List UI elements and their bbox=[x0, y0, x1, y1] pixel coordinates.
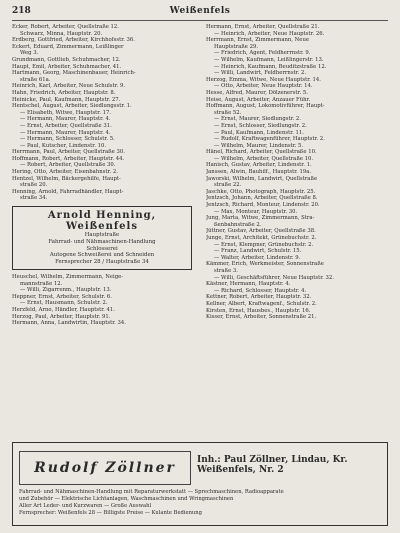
zoellner-advertisement bbox=[12, 442, 388, 526]
right-entry-list bbox=[206, 24, 386, 321]
directory-entry: Kästner, Hermann, Hauptstr. 4. bbox=[206, 281, 291, 288]
ad-lines bbox=[18, 232, 186, 266]
directory-entry: — Ernst, Maurer, Siedlungstr. 2. bbox=[214, 116, 301, 123]
directory-entry: — Franz, Landwirt, Schulstr. 15. bbox=[214, 248, 302, 255]
left-entry-list bbox=[12, 24, 192, 202]
ad-logo: Rudolf Zöllner bbox=[19, 451, 191, 485]
directory-entry: Kisser, Ernst, Arbeiter, Sonnenstraße 21. bbox=[206, 314, 317, 321]
ad-line: Fahrrad- und Nähmaschinen-Handlung bbox=[48, 238, 156, 245]
directory-entry: Hoffmann, Robert, Arbeiter, Hauptstr. 44. bbox=[12, 155, 125, 162]
directory-entry: — Rudolf, Kraftwagenführer, Hauptstr. 2. bbox=[214, 136, 325, 143]
directory-entry: — Ernst, Klempner, Grünebuchstr. 2. bbox=[214, 241, 314, 248]
directory-entry: Erdberg, Gottfried, Arbeiter, Kirchhofsstr. 36. bbox=[12, 37, 135, 44]
directory-entry: Hauptstraße 29. bbox=[214, 43, 259, 50]
directory-entry: straße 22. bbox=[214, 182, 242, 189]
directory-entry: Hermann, Ernst, Arbeiter, Quellstraße 21. bbox=[206, 24, 320, 30]
directory-entry: — Walter, Arbeiter, Lindenstr. 9. bbox=[214, 254, 301, 261]
directory-entry: — Paul, Kaufmann, Lindenstr. 11. bbox=[214, 129, 304, 136]
ad-description-line: und Zubehör — Elektrische Lichtanlagen, Waschmaschinen und Wringmaschinen bbox=[19, 496, 234, 502]
directory-entry: — Hermann, Maurer, Hauptstr. 4. bbox=[20, 129, 111, 136]
henning-advertisement bbox=[12, 206, 192, 270]
directory-entry: Herrmann, Paul, Arbeiter, Quellstraße 30. bbox=[12, 149, 125, 156]
directory-entry: Grundmann, Gottlieb, Schuhmacher, 12. bbox=[12, 56, 121, 63]
left-entry-list-continued bbox=[12, 274, 192, 327]
directory-entry: Hentzel, Wilhelm, Bäckergehilfe, Haupt- bbox=[12, 175, 121, 182]
directory-entry: Hahn, Friedrich, Arbeiter, Hauptstr. 8. bbox=[12, 89, 116, 96]
directory-entry: straße 20. bbox=[20, 182, 48, 189]
directory-entry: Jentzsch, Richard, Monteur, Lindenstr. 20. bbox=[206, 202, 320, 209]
directory-entry: Herzog, Paul, Arbeiter, Hauptstr. 91. bbox=[12, 313, 111, 320]
directory-entry: Jaworski, Wilhelm, Landwirt, Quellstraße bbox=[206, 175, 318, 182]
header-rule bbox=[12, 20, 388, 21]
directory-entry: Henning, Arnold, Fahrradhändler, Haupt- bbox=[12, 188, 124, 195]
directory-entry: Herrmann, Ernst, Zimmermann, Neue bbox=[206, 37, 309, 44]
directory-entry: — Wilhelm, Kaufmann, Leißlingerstr. 13. bbox=[214, 56, 324, 63]
directory-entry: ßenbahnstraße 2. bbox=[214, 221, 262, 228]
ad-company-name: Arnold Henning, Weißenfels bbox=[47, 210, 157, 233]
directory-entry: Hentschel, August, Arbeiter, Siedlungsstr. 1. bbox=[12, 103, 132, 110]
directory-entry: Hering, Otto, Arbeiter, Eisenbahnstr. 2. bbox=[12, 169, 118, 176]
right-column bbox=[206, 24, 386, 321]
directory-entry: Heppner, Ernst, Arbeiter, Schulstr. 6. bbox=[12, 293, 112, 300]
directory-entry: — Heinrich, Arbeiter, Neue Hauptstr. 26. bbox=[214, 30, 325, 37]
ad-address: Inh.: Paul Zöllner, Lindau, Kr. Weißenfels, Nr. 2 bbox=[197, 455, 348, 475]
ad-description bbox=[19, 489, 381, 517]
directory-entry: — Heinrich, Kaufmann, Beuditzstraße 12. bbox=[214, 63, 327, 70]
directory-entry: Hartmann, Georg, Maschinenbauer, Heinrich- bbox=[12, 70, 136, 77]
directory-entry: — Willi, Zigarrenm., Hauptstr. 13. bbox=[20, 287, 112, 294]
ad-line: Autogene Schweißerei und Schneiden bbox=[49, 252, 155, 259]
page-header bbox=[12, 6, 388, 20]
directory-entry: — Friedrich, Agent, Feldherrnstr. 9. bbox=[214, 50, 311, 57]
directory-entry: Jaschke, Otto, Photograph, Hauptstr. 25. bbox=[206, 188, 316, 195]
directory-entry: — Ernst, Schlosser, Siedlungstr. 2. bbox=[214, 122, 307, 129]
directory-entry: Hoffmann, August, Lokomotivführer, Haupt- bbox=[206, 103, 325, 110]
page-number: 218 bbox=[12, 6, 31, 16]
directory-entry: — Elisabeth, Witwe, Hauptstr. 17. bbox=[20, 109, 112, 116]
directory-entry: Kellner, Albert, Kraftwagenf., Schulstr. 2. bbox=[206, 300, 317, 307]
directory-entry: Hänel, Richard, Arbeiter, Quellstraße 10. bbox=[206, 149, 317, 156]
directory-entry: Jentzsch, Johann, Arbeiter, Quellstraße 8. bbox=[206, 195, 318, 202]
directory-entry: — Otto, Arbeiter, Neue Hauptstr. 14. bbox=[214, 83, 313, 90]
directory-entry: straße 52. bbox=[214, 109, 242, 116]
directory-entry: — Wilhelm, Arbeiter, Quellstraße 10. bbox=[214, 155, 314, 162]
directory-entry: Eckert, Eduard, Zimmermann, Leißlinger bbox=[12, 43, 124, 50]
directory-entry: — Max, Monteur, Hauptstr. 30. bbox=[214, 208, 298, 215]
directory-entry: Weg 3. bbox=[20, 50, 39, 57]
directory-entry: Kirsten, Ernst, Hausbes., Hauptstr. 16. bbox=[206, 307, 311, 314]
directory-entry: — Willi, Geschäftsführer, Neue Hauptstr. 32. bbox=[214, 274, 334, 281]
directory-entry: Hanisch, Gustav, Arbeiter, Lindenstr. 1. bbox=[206, 162, 312, 169]
directory-entry: — Robert, Arbeiter, Quellstraße 30. bbox=[20, 162, 116, 169]
directory-entry: — Paul, Kutscher, Lindenstr. 10. bbox=[20, 142, 107, 149]
directory-entry: Heise, August, Arbeiter, Anzauer Führ. bbox=[206, 96, 311, 103]
directory-entry: Ecker, Robert, Arbeiter, Quellstraße 12. bbox=[12, 24, 119, 30]
ad-description-line: Fahrrad- und Nähmaschinen-Handlung mit Reparaturwerkstatt — Sprechmaschinen, Radioapparate bbox=[19, 489, 284, 495]
directory-entry: Jung, Marta, Witwe, Zimmermann, Stra- bbox=[206, 215, 315, 222]
directory-entry: Herzfeld, Arno, Händler, Hauptstr. 41. bbox=[12, 306, 115, 313]
directory-entry: Haupt, Emil, Arbeiter, Schuhmacher, 41. bbox=[12, 63, 122, 70]
directory-entry: — Hermann, Maurer, Hauptstr. 4. bbox=[20, 116, 111, 123]
directory-entry: Kettner, Robert, Arbeiter, Hauptstr. 32. bbox=[206, 294, 312, 301]
ad-line: Hauptstraße bbox=[84, 232, 120, 239]
directory-entry: straße 61a. bbox=[20, 76, 51, 83]
ad-description-line: Aller Art Leder- und Kurzwaren — Große Auswahl bbox=[19, 503, 152, 509]
directory-entry: straße 34. bbox=[20, 195, 48, 202]
directory-entry: Schwarz, Minna, Hauptstr. 20. bbox=[20, 30, 103, 37]
ad-line: Fernsprecher 28 / Hauptstraße 34 bbox=[55, 259, 149, 266]
directory-entry: — Wilhelm, Maurer, Lindenstr. 5. bbox=[214, 142, 304, 149]
ad-line: Schlosserei bbox=[86, 245, 118, 252]
directory-entry: straße 3. bbox=[214, 267, 238, 274]
page-title: Weißenfels bbox=[169, 6, 231, 16]
directory-entry: — Willi, Landwirt, Feldherrnstr. 2. bbox=[214, 70, 307, 77]
directory-entry: Heuschel, Wilhelm, Zimmermann, Neige- bbox=[12, 274, 124, 281]
directory-entry: mannstraße 12. bbox=[20, 280, 63, 287]
directory-entry: Kämmer, Erich, Werkmeister, Sonnenstraße bbox=[206, 261, 324, 268]
directory-entry: Heinicke, Paul, Kaufmann, Hauptstr. 27. bbox=[12, 96, 121, 103]
directory-entry: Hermann, Anna, Landwirtin, Hauptstr. 34. bbox=[12, 320, 126, 327]
directory-entry: Heinrich, Karl, Arbeiter, Neue Schulstr. 9. bbox=[12, 83, 126, 90]
directory-entry: — Ernst, Arbeiter, Quellstraße 31. bbox=[20, 122, 112, 129]
ad-description-line: Fernsprecher: Weißenfels 28 — Billigste Preise — Kulante Bedienung bbox=[19, 510, 202, 516]
directory-entry: — Richard, Schlosser, Hauptstr. 4. bbox=[214, 287, 307, 294]
directory-entry: — Hermann, Schlosser, Schulstr. 5. bbox=[20, 136, 115, 143]
directory-entry: Herzog, Emma, Witwe, Neue Hauptstr. 14. bbox=[206, 76, 321, 83]
directory-entry: Jüttner, Gustav, Arbeiter, Quellstraße 38. bbox=[206, 228, 316, 235]
directory-entry: Junge, Ernst, Architekt, Grünebuchstr. 2. bbox=[206, 235, 317, 241]
directory-entry: Hesse, Alfred, Maurer, Dölzenerstr. 5. bbox=[206, 89, 308, 96]
directory-entry: Janssen, Alwin, Bauhilf., Hauptstr. 19a. bbox=[206, 169, 312, 176]
left-column bbox=[12, 24, 192, 327]
directory-entry: — Ernst, Hausmann, Schulstr. 2. bbox=[20, 300, 108, 307]
